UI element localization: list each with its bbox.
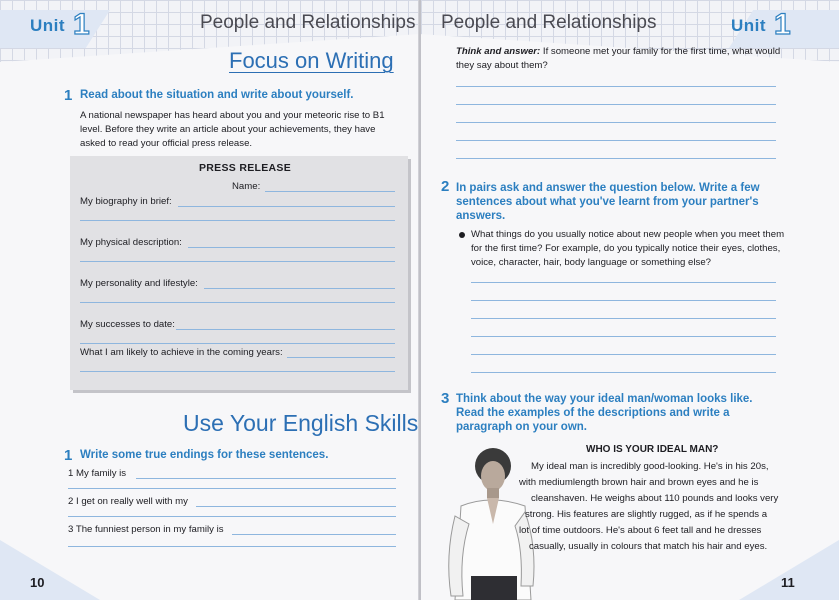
answer-write-line[interactable] [456, 158, 776, 159]
biography-write-line[interactable] [80, 220, 395, 221]
situation-text: A national newspaper has heard about you and your meteoric rise to B1 level. Before they write an article about your achievements, they have asked to read your official press release. [80, 110, 385, 149]
answer-write-line[interactable] [471, 336, 776, 337]
exercise-instruction: Think about the way your ideal man/woman looks like. Read the examples of the descriptions and write a paragraph on your own. [456, 393, 753, 433]
description-line: My ideal man is incredibly good-looking. He's in his 20s, [531, 461, 769, 472]
answer-write-line[interactable] [471, 282, 776, 283]
sentence-item-3: 3 The funniest person in my family is [68, 524, 224, 535]
answer-write-line[interactable] [471, 354, 776, 355]
answer-write-line[interactable] [456, 104, 776, 105]
answer-write-line[interactable] [68, 488, 396, 489]
page-number: 10 [30, 575, 45, 590]
page-header: People and Relationships [200, 12, 416, 33]
think-and-answer-text [456, 45, 786, 73]
exercise-number: 2 [441, 178, 450, 195]
answer-write-line[interactable] [456, 140, 776, 141]
description-line: lot of time outdoors. He's about 6 feet tall and he dresses [519, 525, 762, 536]
exercise-number: 3 [441, 390, 450, 407]
personality-label: My personality and lifestyle: [80, 278, 198, 289]
description-line: with mediumlength brown hair and brown eyes and he is [519, 477, 759, 488]
exercise-number: 1 [64, 87, 73, 104]
future-label: What I am likely to achieve in the coming years: [80, 347, 283, 358]
answer-write-line[interactable] [471, 318, 776, 319]
physical-write-line[interactable] [80, 261, 395, 262]
biography-write-line[interactable] [178, 206, 395, 207]
biography-label: My biography in brief: [80, 196, 172, 207]
answer-write-line[interactable] [136, 478, 396, 479]
sentence-item-2: 2 I get on really well with my [68, 496, 188, 507]
name-write-line[interactable] [265, 191, 395, 192]
answer-write-line[interactable] [196, 506, 396, 507]
answer-write-line[interactable] [232, 534, 396, 535]
successes-write-line[interactable] [176, 329, 395, 330]
physical-write-line[interactable] [188, 247, 395, 248]
answer-write-line[interactable] [471, 372, 776, 373]
focus-on-writing-title: Focus on Writing [229, 48, 394, 73]
description-line: casually, usually in colours that match his hair and eyes. [529, 541, 768, 552]
personality-write-line[interactable] [80, 302, 395, 303]
exercise-instruction: Write some true endings for these sentences. [80, 449, 329, 461]
exercise-instruction: In pairs ask and answer the question below. Write a few sentences about what you've learnt from your partner's answers. [456, 182, 760, 222]
unit-number: 1 [774, 8, 791, 41]
page-header: People and Relationships [441, 12, 657, 33]
right-page [421, 0, 839, 600]
bullet-point [459, 232, 465, 238]
unit-label: Unit [30, 16, 66, 35]
press-release-title: PRESS RELEASE [199, 162, 292, 174]
answer-write-line[interactable] [456, 86, 776, 87]
description-line: cleanshaven. He weighs about 110 pounds and looks very [531, 493, 779, 504]
left-page [0, 0, 418, 600]
think-question: If someone met your family for the first time, what would they say about them? [456, 46, 781, 71]
sentence-item-1: 1 My family is [68, 468, 127, 479]
successes-label: My successes to date: [80, 319, 175, 330]
page-number: 11 [781, 575, 795, 590]
answer-write-line[interactable] [68, 546, 396, 547]
future-write-line[interactable] [287, 357, 395, 358]
exercise-instruction: Read about the situation and write about yourself. [80, 89, 354, 101]
future-write-line[interactable] [80, 371, 395, 372]
use-your-english-skills-title: Use Your English Skills [183, 410, 418, 436]
discussion-question: What things do you usually notice about new people when you meet them for the first time? For example, do you typically notice their eyes, clothes, voice, character, hair, body language or something else? [471, 229, 785, 268]
description-line: strong. His features are slightly rugged, as if he spends a [525, 509, 768, 520]
exercise-number: 1 [64, 447, 73, 464]
think-label: Think and answer: [456, 46, 541, 57]
answer-write-line[interactable] [456, 122, 776, 123]
unit-label: Unit [731, 16, 767, 35]
successes-write-line[interactable] [80, 343, 395, 344]
ideal-man-box-title: WHO IS YOUR IDEAL MAN? [586, 444, 719, 455]
physical-label: My physical description: [80, 237, 182, 248]
unit-number: 1 [73, 8, 90, 41]
answer-write-line[interactable] [471, 300, 776, 301]
name-label: Name: [232, 181, 261, 192]
personality-write-line[interactable] [204, 288, 395, 289]
answer-write-line[interactable] [68, 516, 396, 517]
corner-decoration [0, 540, 100, 600]
